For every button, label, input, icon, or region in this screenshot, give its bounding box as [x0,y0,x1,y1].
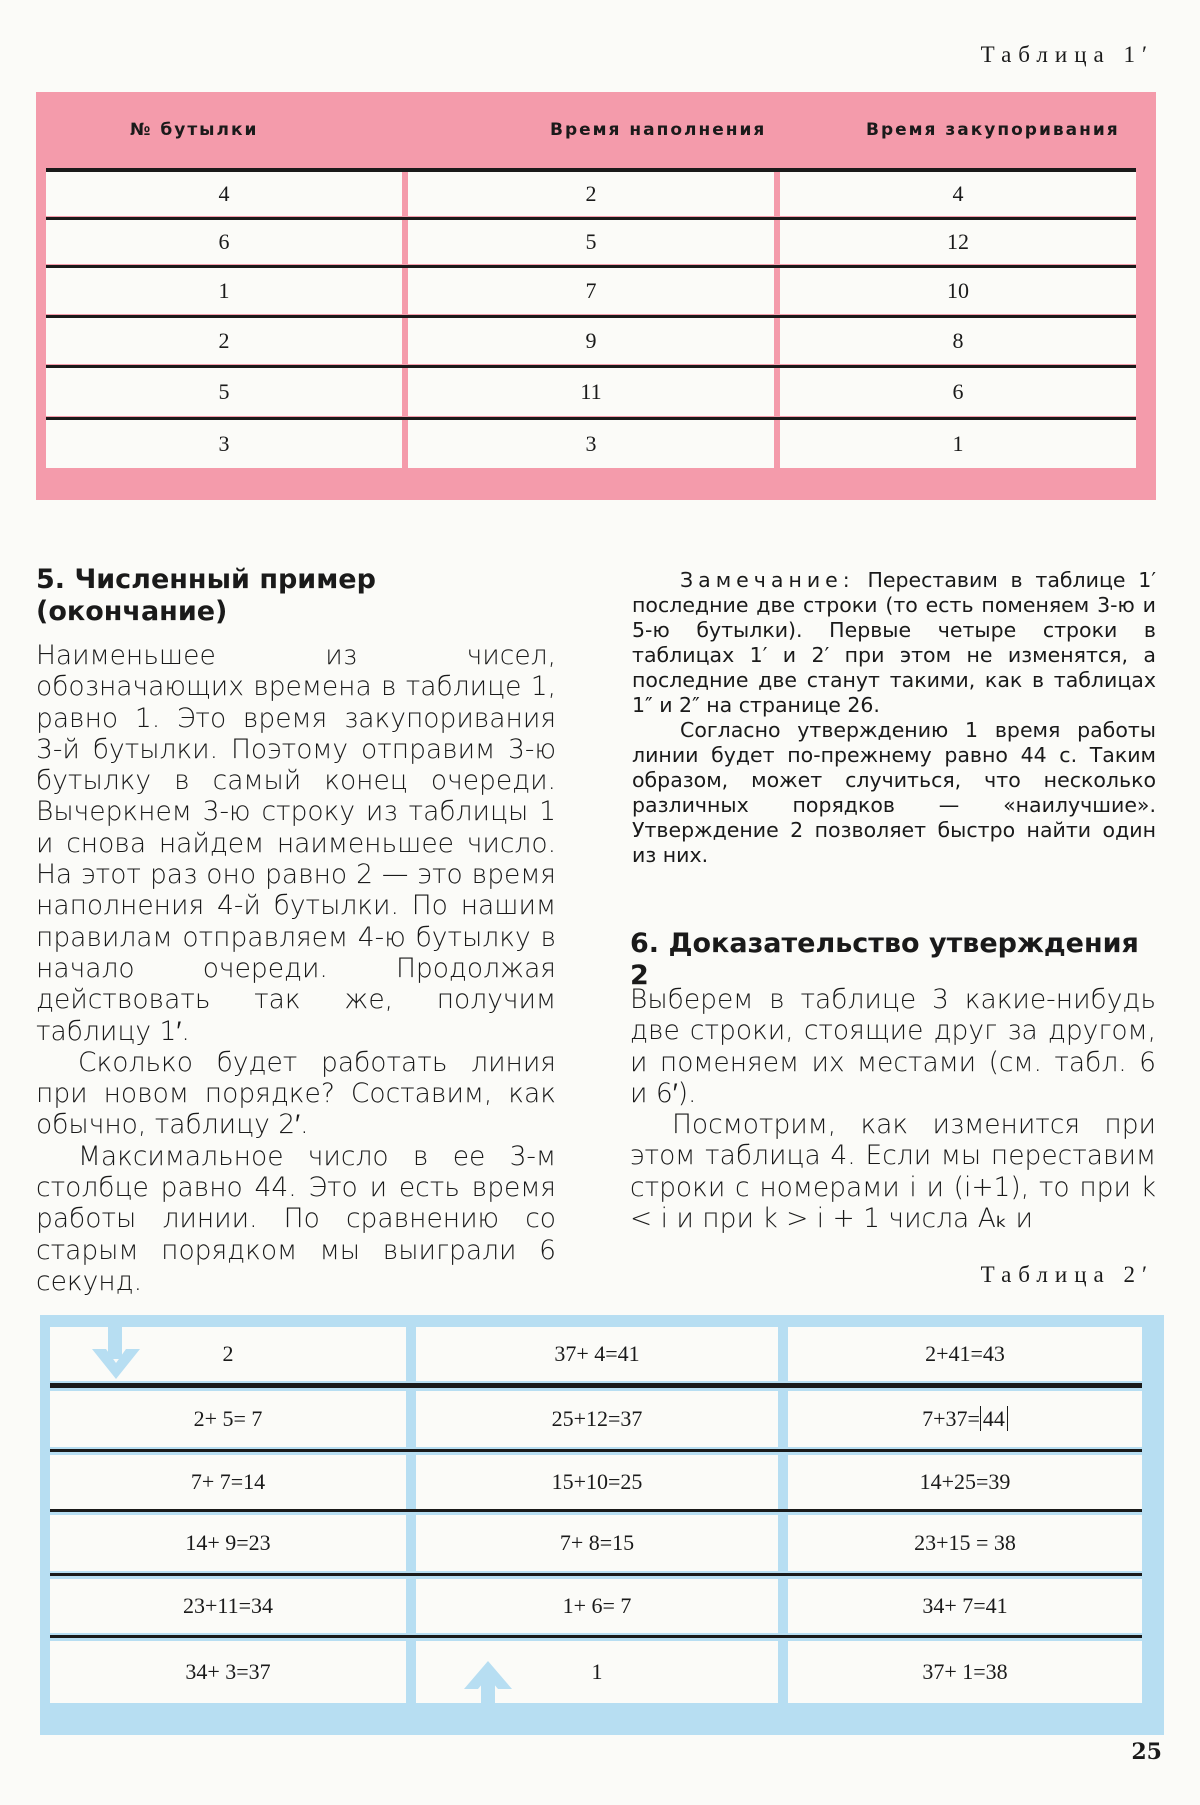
page-number: 25 [1131,1739,1162,1765]
section6-title: 6. Доказательство утверждения 2 [630,928,1139,991]
table2-cell [416,1515,778,1571]
table2-cell-text: 25+12=37 [551,1406,643,1431]
arrow-up-icon [458,1659,518,1729]
table1 [36,92,1156,500]
table2-cell-text: 37+ 1=38 [922,1659,1008,1684]
table2-cell-text: 7+ 8=15 [559,1530,635,1555]
table2-cell-text: 14+ 9=23 [185,1530,271,1555]
table1-body [46,168,1136,492]
table2-cell [788,1515,1142,1571]
arrow-down-icon [86,1319,146,1383]
section5-paragraph: Максимальное число в ее 3-м столбце равно 44. Это и есть время работы линии. По сравнению со старым порядком мы выиграли 6 секунд. [36,1140,556,1297]
table2-row-rule [50,1449,1142,1452]
table1-cell: 5 [46,368,402,416]
table2-cell-text: 1 [591,1659,603,1684]
table1-cell: 2 [408,172,774,216]
table2-cell [788,1579,1142,1633]
table2-cell-text: 34+ 7=41 [922,1593,1008,1618]
table2-cell-text: 37+ 4=41 [554,1341,640,1366]
table1-header-fill-time: Время наполнения [550,120,767,140]
table2-cell [788,1641,1142,1703]
table2-cell-text: 34+ 3=37 [185,1659,271,1684]
table1-cell: 6 [780,368,1136,416]
table2-cell [788,1455,1142,1509]
section6-paragraph: Посмотрим, как изменится при этом таблица 4. Если мы переставим строки с номерами i и (i+1), то при k < i и при k > i + 1 числа Aₖ и [630,1109,1156,1235]
table2-cell [416,1455,778,1509]
table1-cell: 3 [408,420,774,468]
table1-cell: 9 [408,318,774,364]
table1-header-bottle: № бутылки [130,120,259,140]
table2-max-value: 44 [980,1406,1008,1431]
table1-cell: 11 [408,368,774,416]
table2-row-rule [50,1573,1142,1576]
table2-cell-text: 15+10=25 [551,1469,643,1494]
remark-text: Переставим в таблице 1′ последние две строки (то есть поменяем 3-ю и 5-ю бутылки). Первые четыре строки в таблицах 1′ и 2′ при этом не изменятся, а последние две станут такими, как в таблицах 1″ и 2″ на странице 26. [632,568,1156,717]
table1-cell: 4 [780,172,1136,216]
table2-cell-text: 1+ 6= 7 [562,1593,632,1618]
table2-cell [416,1327,778,1381]
table2-cell [50,1515,406,1571]
table2-cell [50,1641,406,1703]
table1-cell: 10 [780,268,1136,314]
table2-row-rule [50,1635,1142,1638]
table2-cell-text: 23+15 = 38 [914,1530,1016,1555]
table2-cell [50,1391,406,1447]
table2-row-rule [50,1383,1142,1386]
table2-cell-text: 7+ 7=14 [190,1469,266,1494]
table2-cell [416,1579,778,1633]
table1-cell: 1 [780,420,1136,468]
section5-paragraph: Сколько будет работать линия при новом порядке? Составим, как обычно, таблицу 2′. [36,1046,556,1141]
table2-cell-text: 2 [222,1341,234,1366]
table2-cell-text: 23+11=34 [183,1593,273,1618]
table1-cell: 6 [46,220,402,264]
remark-text-2: Согласно утверждению 1 время работы линии будет по-прежнему равно 44 с. Таким образом, может случиться, что несколько различных порядков — «наилучшие». Утверждение 2 позволяет быстро найти один из них. [632,718,1156,867]
table1-header [36,92,1156,172]
remark-label: Замечание: [680,568,855,592]
remark [632,568,1156,868]
table2-cell [788,1391,1142,1447]
table2-row-rule [50,1509,1142,1512]
table1-cell: 7 [408,268,774,314]
table1-cell: 12 [780,220,1136,264]
section5-paragraph: Наименьшее из чисел, обозначающих времена в таблице 1, равно 1. Это время закупоривания 3-й бутылки. Поэтому отправим 3-ю бутылку в самый конец очереди. Вычеркнем 3-ю строку из таблицы 1 и снова найдем наименьшее число. На этот раз оно равно 2 — это время наполнения 4-й бутылки. По нашим правилам отправляем 4-ю бутылку в начало очереди. Продолжая действовать так же, получим таблицу 1′. [36,640,556,1047]
table2 [40,1315,1164,1735]
table1-header-cap-time: Время закупоривания [866,120,1120,140]
table2-cell-text: 2+ 5= 7 [193,1406,263,1431]
table2-cell-text: 14+25=39 [919,1469,1011,1494]
table2-cell-text: 2+41=43 [925,1341,1005,1366]
table1-cell: 1 [46,268,402,314]
section5-text [36,640,556,1297]
table2-cell [50,1455,406,1509]
table2-cell [788,1327,1142,1381]
table1-cell: 2 [46,318,402,364]
section6-paragraph: Выберем в таблице 3 какие-нибудь две строки, стоящие друг за другом, и поменяем их местами (см. табл. 6 и 6′). [630,984,1156,1109]
section5-title: 5. Численный пример (окончание) [36,564,376,627]
table1-caption: Таблица 1′ [980,42,1154,67]
section6-text [630,984,1156,1234]
table2-cell-text: 7+37= [922,1406,980,1431]
table1-cell: 4 [46,172,402,216]
table2-cell [50,1579,406,1633]
table2-cell [416,1391,778,1447]
table1-cell: 5 [408,220,774,264]
table2-caption: Таблица 2′ [980,1262,1154,1287]
table1-cell: 8 [780,318,1136,364]
table1-cell: 3 [46,420,402,468]
